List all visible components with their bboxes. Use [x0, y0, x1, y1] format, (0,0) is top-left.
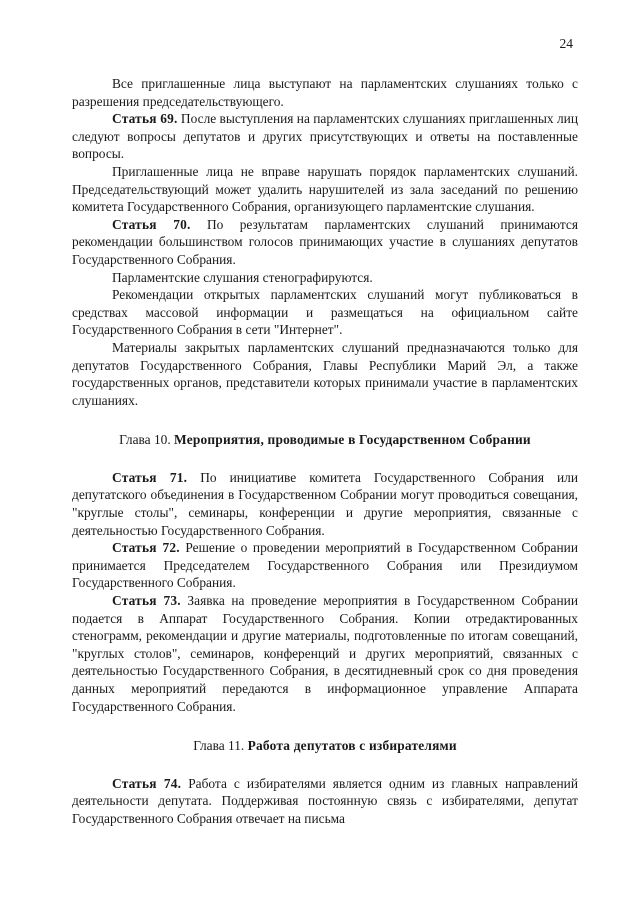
section-c [72, 775, 578, 828]
chapter-title: Мероприятия, проводимые в Государственном Собрании [174, 432, 531, 448]
paragraph [72, 286, 578, 339]
article-label: Статья 73. [112, 593, 181, 609]
paragraph-text: Работа с избирателями является одним из главных направлений деятельности депутата. Поддерживая постоянную связь с избирателями, депутат Государственного Собрания отвечает на письма [72, 775, 578, 826]
paragraph-text: Все приглашенные лица выступают на парламентских слушаниях только с разрешения председательствующего. [72, 76, 578, 109]
paragraph [72, 339, 578, 409]
paragraph [72, 269, 578, 287]
article-label: Статья 70. [112, 216, 191, 232]
chapter-title: Работа депутатов с избирателями [247, 738, 457, 754]
chapter-heading [72, 431, 578, 449]
section-b [72, 469, 578, 715]
chapter-prefix: Глава 10. [119, 432, 175, 448]
article-label: Статья 69. [112, 111, 178, 127]
paragraph-text: Приглашенные лица не вправе нарушать порядок парламентских слушаний. Председательствующий может удалить нарушителей из зала заседаний по решению комитета Государственного Собрания, организующего парламентские слушания. [72, 163, 578, 215]
paragraph [72, 110, 578, 163]
paragraph-text: Рекомендации открытых парламентских слушаний могут публиковаться в средствах массовой информации и размещаться на официальном сайте Государственного Собрания в сети "Интернет". [72, 287, 578, 338]
paragraph [72, 75, 578, 110]
paragraph [72, 469, 578, 539]
paragraph-text: Решение о проведении мероприятий в Государственном Собрании принимается Председателем Государственного Собрания или Президиумом Государственного Собрания. [72, 540, 578, 591]
paragraph-text: Материалы закрытых парламентских слушаний предназначаются только для депутатов Государственного Собрания, Главы Республики Марий Эл, а также государственных органов, представители которых принимали участие в парламентских слушаниях. [72, 339, 578, 408]
paragraph [72, 592, 578, 715]
paragraph-text: После выступления на парламентских слушаниях приглашенных лиц следуют вопросы депутатов и других присутствующих и ответы на поставленные вопросы. [72, 111, 578, 162]
page-number: 24 [559, 36, 573, 51]
paragraph-text: По инициативе комитета Государственного Собрания или депутатского объединения в Государственном Собрании могут проводиться совещания, "круглые столы", семинары, конференции и другие мероприятия, связанные с деятельностью Государственного Собрания. [72, 469, 578, 538]
article-label: Статья 72. [112, 540, 180, 556]
chapter-heading [72, 737, 578, 755]
paragraph [72, 539, 578, 592]
paragraph-text: Парламентские слушания стенографируются. [112, 269, 373, 285]
section-a [72, 75, 578, 409]
article-label: Статья 71. [112, 469, 188, 485]
paragraph [72, 163, 578, 216]
paragraph-text: Заявка на проведение мероприятия в Государственном Собрании подается в Аппарат Государственного Собрания. Копии отредактированных стенограмм, рекомендации и другие материалы, подготовленные по итогам совещаний, "круглых столов", семинаров, конференций и других мероприятий, связанных с деятельностью Государственного Собрания, в десятидневный срок со дня проведения данных мероприятий передаются в информационное управление Аппарата Государственного Собрания. [72, 593, 578, 714]
chapter-prefix: Глава 11. [193, 738, 248, 754]
paragraph [72, 775, 578, 828]
paragraph-text: По результатам парламентских слушаний принимаются рекомендации большинством голосов принимающих участие в слушаниях депутатов Государственного Собрания. [72, 216, 578, 267]
document-body [72, 75, 578, 828]
article-label: Статья 74. [112, 775, 182, 791]
paragraph [72, 216, 578, 269]
